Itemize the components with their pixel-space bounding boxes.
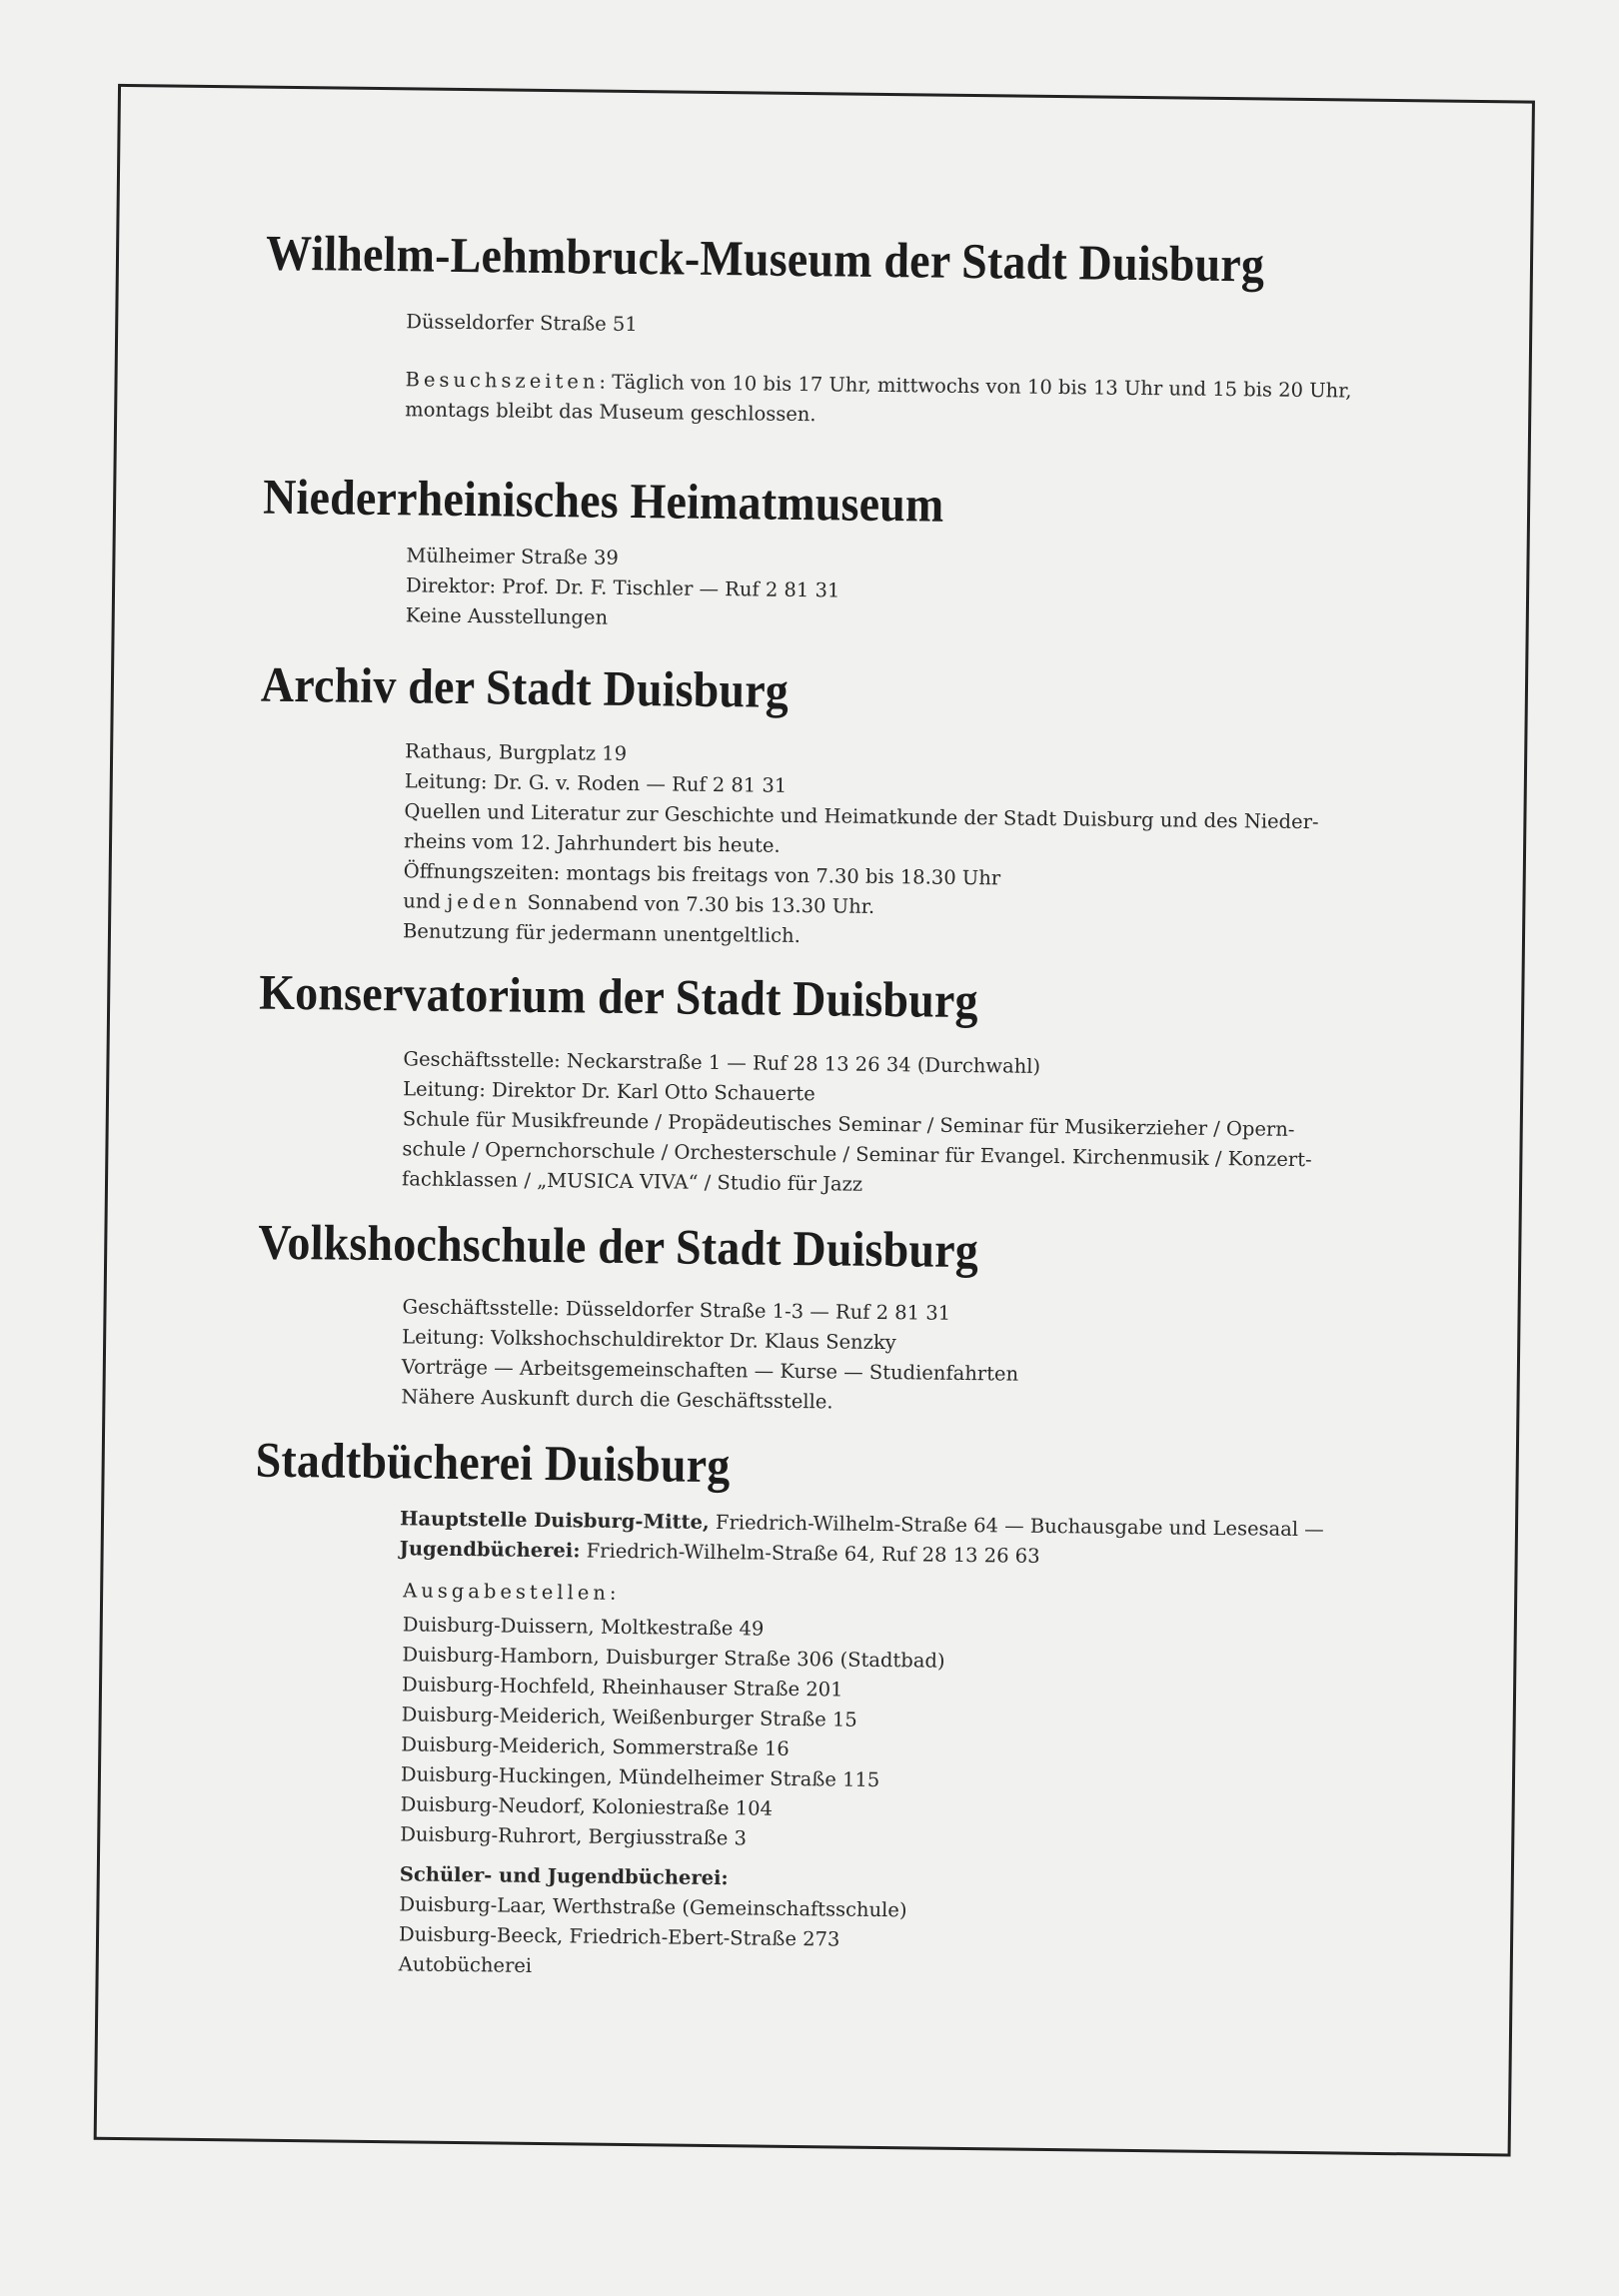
description: Quellen und Literatur zur Geschichte und Heimatkunde der Stadt Duisburg und des Nieder- xyxy=(404,799,1319,834)
note: Keine Ausstellungen xyxy=(405,603,609,629)
section-lehmbruck-museum xyxy=(264,224,1353,437)
section-heading: Volkshochschule der Stadt Duisburg xyxy=(257,1213,979,1279)
list-item: Duisburg-Duissern, Moltkestraße 49 xyxy=(402,1613,765,1641)
section-heading: Konservatorium der Stadt Duisburg xyxy=(258,963,979,1029)
address: Rathaus, Burgplatz 19 xyxy=(405,739,628,765)
office: Geschäftsstelle: Neckarstraße 1 — Ruf 28 13 26 34 (Durchwahl) xyxy=(403,1047,1041,1078)
section-archiv xyxy=(258,655,1321,958)
section-body xyxy=(406,541,1003,637)
usage-note: Benutzung für jedermann unentgeltlich. xyxy=(402,919,801,948)
info-note: Nähere Auskunft durch die Geschäftsstelle. xyxy=(401,1385,833,1414)
section-konservatorium xyxy=(257,963,1314,1206)
branches-list xyxy=(400,1610,1323,1860)
address: Düsseldorfer Straße 51 xyxy=(406,310,638,337)
list-item: Duisburg-Neudorf, Koloniestraße 104 xyxy=(400,1792,774,1820)
main-branch: Hauptstelle Duisburg-Mitte, Friedrich-Wilhelm-Straße 64 — Buchausgabe und Lesesaal — xyxy=(399,1507,1324,1542)
address: Mülheimer Straße 39 xyxy=(406,544,619,570)
section-heading: Stadtbücherei Duisburg xyxy=(255,1431,731,1494)
youth-library: Jugendbücherei: Friedrich-Wilhelm-Straße 64, Ruf 28 13 26 63 xyxy=(399,1537,1040,1568)
section-heading: Niederrheinisches Heimatmuseum xyxy=(262,468,944,533)
section-volkshochschule xyxy=(256,1213,1041,1420)
management: Leitung: Volkshochschuldirektor Dr. Klaus Senzky xyxy=(402,1325,896,1355)
school-branches-list xyxy=(399,1889,1320,1990)
list-item: Duisburg-Meiderich, Sommerstraße 16 xyxy=(401,1732,790,1760)
section-body xyxy=(405,307,1352,436)
programs-cont: schule / Opernchorschule / Orchesterschule / Seminar für Evangel. Kirchenmusik / Konzert- xyxy=(402,1137,1312,1172)
list-item: Duisburg-Hamborn, Duisburger Straße 306 (Stadtbad) xyxy=(402,1643,945,1673)
list-item: Duisburg-Hochfeld, Rheinhauser Straße 201 xyxy=(401,1673,843,1702)
school-library-label: Schüler- und Jugendbücherei: xyxy=(399,1862,729,1890)
branches-label: Ausgabestellen: xyxy=(403,1579,621,1605)
section-body xyxy=(403,736,1320,957)
section-heading: Archiv der Stadt Duisburg xyxy=(260,655,790,718)
programs-cont-2: fachklassen / „MUSICA VIVA“ / Studio für Jazz xyxy=(401,1167,863,1196)
section-body xyxy=(395,1504,1324,1990)
director: Direktor: Prof. Dr. F. Tischler — Ruf 2 81 31 xyxy=(405,574,840,602)
list-item: Duisburg-Beeck, Friedrich-Ebert-Straße 273 xyxy=(398,1922,840,1951)
programs: Schule für Musikfreunde / Propädeutisches Seminar / Seminar für Musikerzieher / Opern- xyxy=(402,1107,1295,1141)
visiting-hours: Besuchszeiten: Täglich von 10 bis 17 Uhr, mittwochs von 10 bis 13 Uhr und 15 bis 20 Uhr, xyxy=(405,368,1352,403)
section-heading: Wilhelm-Lehmbruck-Museum der Stadt Duisburg xyxy=(265,224,1265,293)
list-item: Duisburg-Meiderich, Weißenburger Straße 15 xyxy=(401,1703,857,1731)
management: Leitung: Direktor Dr. Karl Otto Schauerte xyxy=(403,1077,815,1106)
management: Leitung: Dr. G. v. Roden — Ruf 2 81 31 xyxy=(404,769,788,797)
section-heimatmuseum xyxy=(262,468,1003,638)
opening-hours: Öffnungszeiten: montags bis freitags von 7.30 bis 18.30 Uhr xyxy=(403,859,1001,890)
description-cont: rheins vom 12. Jahrhundert bis heute. xyxy=(403,829,781,857)
section-body xyxy=(402,1044,1313,1205)
list-item: Duisburg-Huckingen, Mündelheimer Straße 115 xyxy=(400,1762,880,1792)
list-item: Duisburg-Laar, Werthstraße (Gemeinschaftsschule) xyxy=(399,1892,907,1922)
visiting-hours-label: Besuchszeiten xyxy=(405,368,600,394)
opening-hours-saturday: und jeden Sonnabend von 7.30 bis 13.30 Uhr. xyxy=(403,889,875,918)
list-item: Autobücherei xyxy=(398,1952,533,1977)
office: Geschäftsstelle: Düsseldorfer Straße 1-3 — Ruf 2 81 31 xyxy=(402,1295,951,1325)
offerings: Vorträge — Arbeitsgemeinschaften — Kurse — Studienfahrten xyxy=(401,1355,1019,1386)
list-item: Duisburg-Ruhrort, Bergiusstraße 3 xyxy=(400,1822,748,1850)
section-stadtbuecherei xyxy=(250,1431,1325,1991)
visiting-hours-cont: montags bleibt das Museum geschlossen. xyxy=(405,398,816,427)
section-body xyxy=(401,1292,1040,1420)
